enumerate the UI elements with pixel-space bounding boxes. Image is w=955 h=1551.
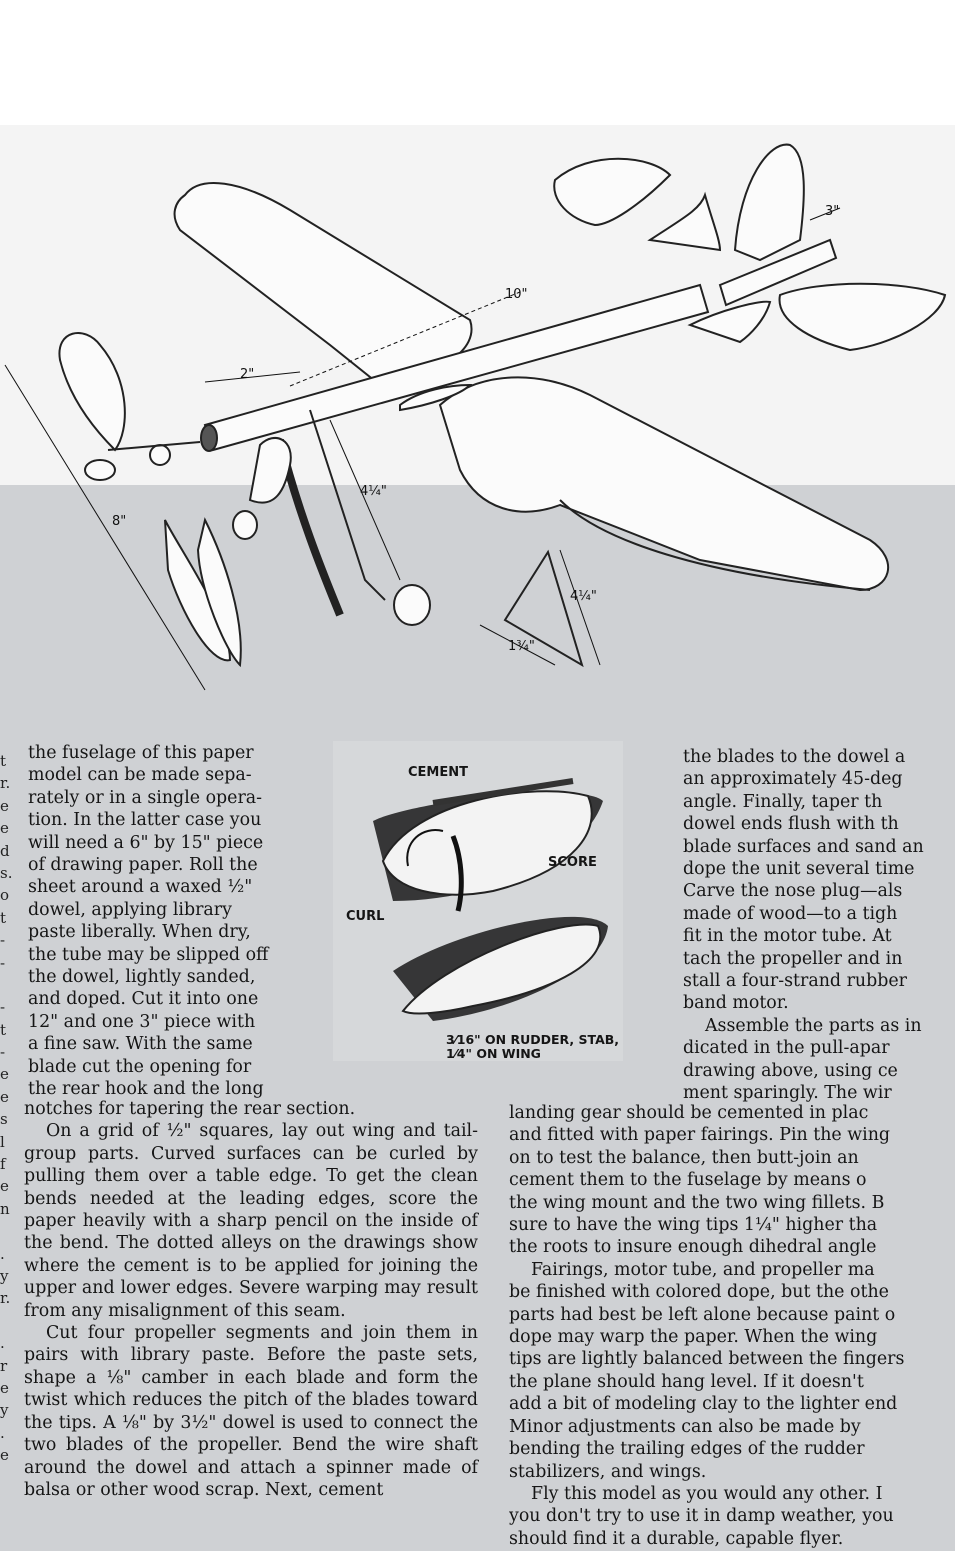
text-line: you don't try to use it in damp weather, you — [509, 1506, 894, 1527]
cut-off-char: . — [0, 1334, 5, 1353]
cut-off-char — [0, 1310, 22, 1332]
cut-off-char — [0, 1220, 22, 1242]
text-line: tion. In the latter case you — [28, 810, 262, 831]
text-line: Fly this model as you would any other. I — [531, 1483, 883, 1504]
text-line: the dowel, lightly sanded, — [28, 967, 256, 988]
spinner — [150, 445, 170, 465]
cut-off-char: - — [0, 998, 6, 1017]
dim-stand-base-label: 1¾" — [508, 639, 535, 654]
text-line: on to test the balance, then butt-join an — [509, 1147, 859, 1168]
text-line: the rear hook and the long — [28, 1079, 264, 1100]
photo-label-thickness-line2: 1⁄4" ON WING — [446, 1046, 541, 1061]
cut-off-char: e — [0, 1065, 9, 1084]
rudder — [735, 145, 804, 260]
cut-off-char: y — [0, 1266, 9, 1285]
landing-gear-fairing — [250, 438, 291, 503]
cut-off-char: e — [0, 819, 9, 838]
cut-off-char: e — [0, 796, 9, 815]
cut-off-char: e — [0, 1177, 9, 1196]
dim-gear-label: 4¼" — [360, 484, 387, 499]
paragraph-1-end: notches for tapering the rear section. — [24, 1099, 356, 1119]
cut-off-char: r — [0, 1356, 8, 1375]
text-line: an approximately 45-deg — [683, 769, 903, 790]
text-line: should find it a durable, capable flyer. — [509, 1528, 844, 1549]
cut-off-char: s. — [0, 863, 13, 882]
cut-off-char: t — [0, 1020, 7, 1039]
cut-off-char: - — [0, 1043, 6, 1062]
text-line: bending the trailing edges of the rudder — [509, 1439, 865, 1460]
cut-off-char: e — [0, 1378, 9, 1397]
text-line: a fine saw. With the same — [28, 1034, 253, 1055]
text-line: will need a 6" by 15" piece — [28, 832, 264, 853]
text-line: drawing above, using ce — [683, 1060, 898, 1081]
dim-prop-label: 8" — [112, 514, 127, 529]
paragraph-grid-layout: On a grid of ½" squares, lay out wing and tail-group parts. Curved surfaces can be curled by pulling them over a table edge. To get the clean bends needed at the leading edges, score the paper heavily with a sharp pencil on the inside of the bend. The dotted alleys on the drawings show where the cement is to be applied for joining the upper and lower edges. Severe warping may result from any misalignment of this seam. — [24, 1121, 478, 1321]
text-line: angle. Finally, taper th — [683, 791, 883, 812]
text-line: the tube may be slipped off — [28, 944, 269, 965]
dim-nose-label: 2" — [240, 367, 255, 382]
text-line: blade surfaces and sand an — [683, 836, 924, 857]
text-line: dowel, applying library — [28, 899, 232, 920]
photo-label-curl: CURL — [346, 909, 385, 924]
cut-off-char: e — [0, 1087, 9, 1106]
wheel-left — [233, 511, 257, 539]
dim-tail-label: 3" — [825, 204, 840, 219]
text-line: the roots to insure enough dihedral angle — [509, 1237, 877, 1258]
text-line: rately or in a single opera- — [28, 787, 263, 808]
text-line: tips are lightly balanced between the fingers — [509, 1349, 905, 1370]
photo-label-thickness-line1: 3⁄16" ON RUDDER, STAB, — [446, 1032, 620, 1047]
photo-label-score: SCORE — [548, 855, 597, 870]
cut-off-char: s — [0, 1110, 8, 1129]
propeller-blade-top — [59, 333, 124, 450]
text-line: ment sparingly. The wir — [683, 1083, 892, 1104]
wing-left-panel — [175, 183, 472, 385]
text-line: be finished with colored dope, but the othe — [509, 1282, 889, 1303]
text-line: paste liberally. When dry, — [28, 922, 251, 943]
text-line: model can be made sepa- — [28, 765, 252, 786]
cut-off-char: - — [0, 931, 6, 950]
text-line: blade cut the opening for — [28, 1056, 252, 1077]
cut-off-char: t — [0, 908, 7, 927]
text-line: dope may warp the paper. When the wing — [509, 1327, 878, 1348]
text-line: band motor. — [683, 993, 789, 1014]
paragraph-propeller: Cut four propeller segments and join them in pairs with library paste. Before the paste sets, shape a ⅛" camber in each blade and form the twist which reduces the pitch of the blades toward the tips. A ⅛" by 3½" dowel is used to connect the two blades of the propeller. Bend the wire shaft around the dowel and attach a spinner made of balsa or other wood scrap. Next, cement — [24, 1323, 478, 1500]
photo-label-thickness — [446, 1033, 636, 1061]
stabilizer-right — [780, 284, 945, 350]
right-column-narrow — [683, 746, 955, 1105]
cut-off-char: y — [0, 1401, 9, 1420]
text-line: Fairings, motor tube, and propeller ma — [531, 1259, 875, 1280]
cut-off-char: t — [0, 752, 7, 770]
dim-fuselage-label: 10" — [505, 287, 528, 302]
cut-off-char — [0, 974, 22, 996]
text-line: 12" and one 3" piece with — [28, 1011, 256, 1032]
text-line: tach the propeller and in — [683, 948, 903, 969]
text-line: dowel ends flush with th — [683, 814, 899, 835]
text-line: the blades to the dowel a — [683, 747, 906, 767]
text-line: sheet around a waxed ½" — [28, 877, 253, 898]
text-line: of drawing paper. Roll the — [28, 855, 258, 876]
photo-label-cement: CEMENT — [408, 765, 468, 780]
cut-off-char: r. — [0, 1289, 11, 1308]
cut-off-char: o — [0, 886, 10, 905]
cut-off-char: - — [0, 953, 6, 972]
stabilizer-left — [554, 159, 670, 225]
cut-off-char: l — [0, 1132, 5, 1151]
text-line: dope the unit several time — [683, 859, 915, 880]
text-line: stabilizers, and wings. — [509, 1461, 707, 1482]
cut-off-char: d — [0, 841, 10, 860]
left-column-narrow — [28, 742, 306, 1101]
text-line: cement them to the fuselage by means o — [509, 1170, 867, 1191]
text-line: fit in the motor tube. At — [683, 926, 892, 947]
text-line: the wing mount and the two wing fillets. B — [509, 1192, 885, 1213]
wing-construction-photo — [333, 741, 623, 1061]
text-line: add a bit of modeling clay to the lighter end — [509, 1394, 898, 1415]
text-line: the plane should hang level. If it doesn't — [509, 1371, 864, 1392]
text-line: Assemble the parts as in — [705, 1015, 922, 1036]
text-line: the fuselage of this paper — [28, 743, 254, 763]
text-line: made of wood—to a tigh — [683, 903, 898, 924]
cut-off-column-fragment — [0, 750, 22, 1465]
dim-stand-height-label: 4¼" — [570, 589, 597, 604]
text-line: and doped. Cut it into one — [28, 989, 259, 1010]
text-line: landing gear should be cemented in plac — [509, 1103, 869, 1123]
cut-off-char: f — [0, 1155, 6, 1174]
right-column-full — [509, 1102, 955, 1550]
text-line: and fitted with paper fairings. Pin the wing — [509, 1125, 891, 1146]
cut-off-char: n — [0, 1199, 10, 1218]
exploded-view-drawing — [0, 120, 955, 710]
wing-right-panel — [440, 377, 888, 590]
cut-off-char: . — [0, 1244, 5, 1263]
nose-plug — [85, 460, 115, 480]
text-line: dicated in the pull-apar — [683, 1038, 890, 1059]
rudder-fillet — [650, 195, 720, 250]
fuselage-front-end — [201, 425, 217, 451]
scan-margin-top — [0, 0, 955, 125]
text-line: Minor adjustments can also be made by — [509, 1416, 861, 1437]
text-line: sure to have the wing tips 1¼" higher tha — [509, 1215, 878, 1236]
text-line: parts had best be left alone because paint o — [509, 1304, 896, 1325]
cut-off-char: r. — [0, 774, 11, 793]
left-column-full — [24, 1098, 478, 1501]
cut-off-char: . — [0, 1423, 5, 1442]
text-line: Carve the nose plug—als — [683, 881, 903, 902]
text-line: stall a four-strand rubber — [683, 971, 907, 992]
cut-off-char: e — [0, 1446, 9, 1465]
wheel — [394, 585, 430, 625]
